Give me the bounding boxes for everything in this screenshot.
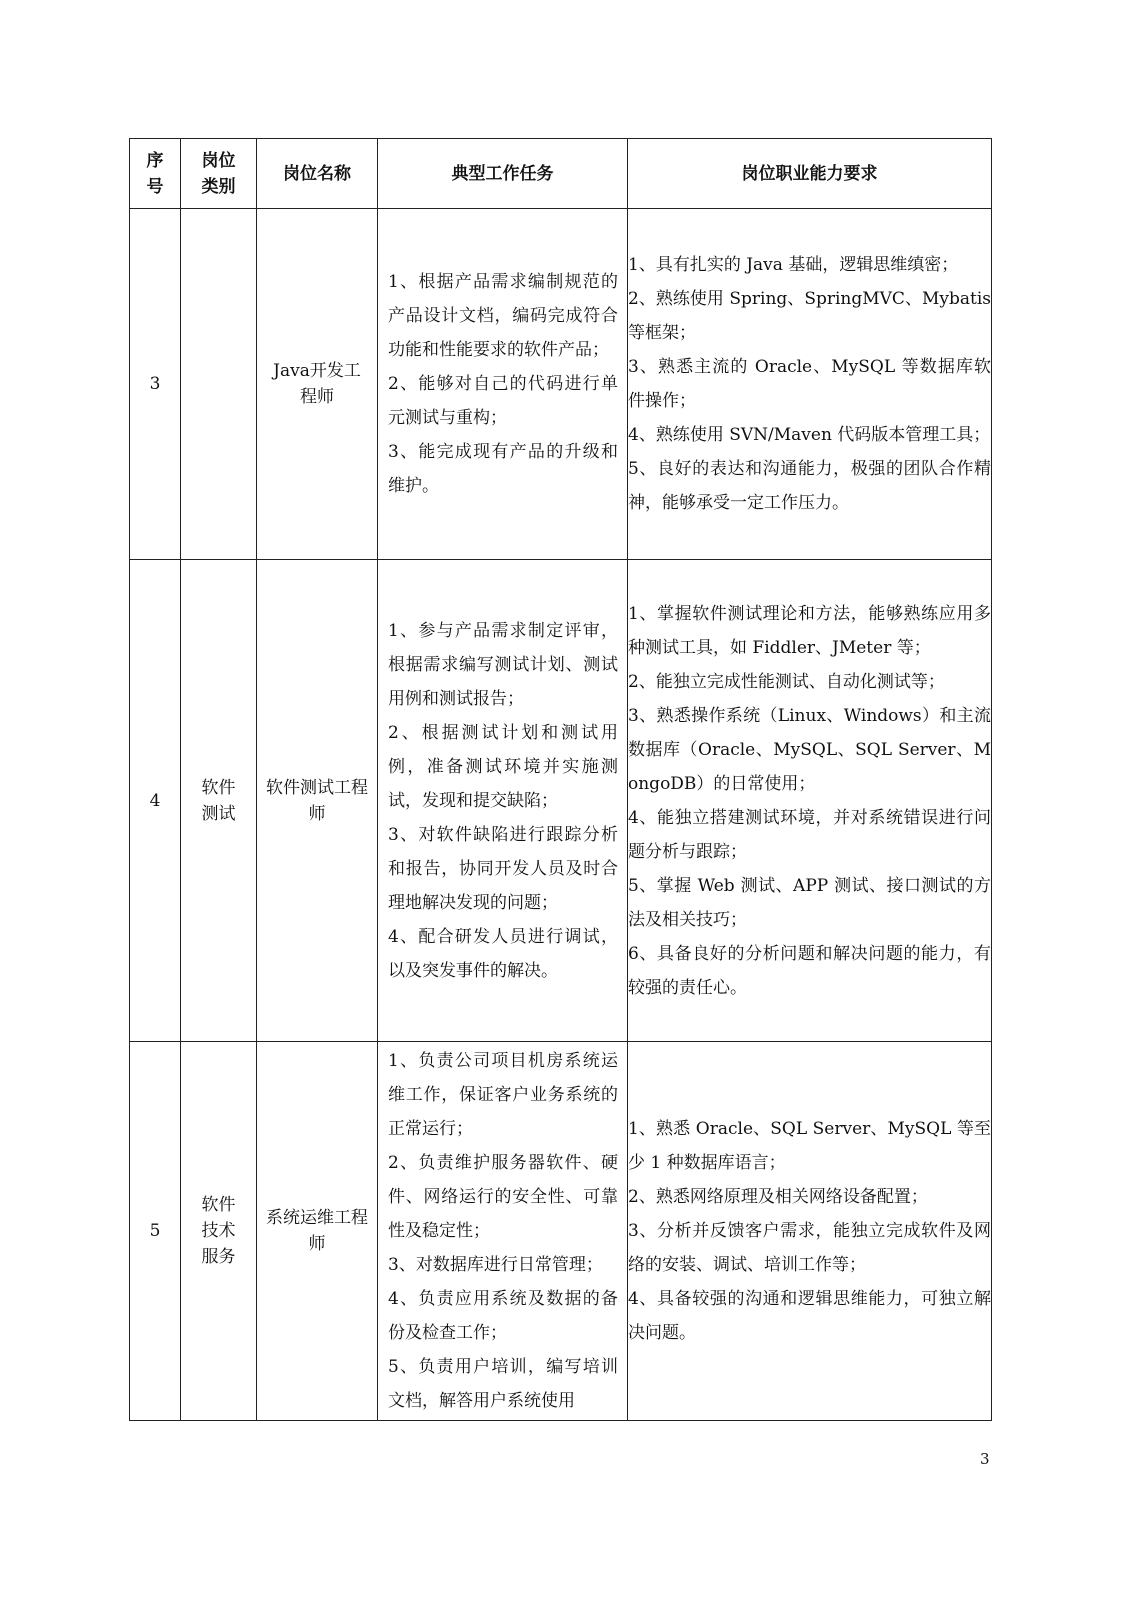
requirement-item: 1、具有扎实的 Java 基础，逻辑思维缜密； <box>628 255 959 275</box>
header-category: 岗位类别 <box>181 139 257 209</box>
task-item: 4、配合研发人员进行调试，以及突发事件的解决。 <box>388 926 618 981</box>
task-item: 3、对软件缺陷进行跟踪分析和报告，协同开发人员及时合理地解决发现的问题； <box>388 824 618 913</box>
requirement-item: 5、掌握 Web 测试、APP 测试、接口测试的方法及相关技巧； <box>628 875 991 930</box>
row-position: 软件测试工程师 <box>257 560 378 1042</box>
task-item: 2、负责维护服务器软件、硬件、网络运行的安全性、可靠性及稳定性； <box>388 1153 618 1241</box>
row-tasks <box>378 560 628 1042</box>
requirement-item: 5、良好的表达和沟通能力，极强的团队合作精神，能够承受一定工作压力。 <box>628 459 991 513</box>
requirement-item: 2、能独立完成性能测试、自动化测试等； <box>628 671 945 692</box>
row-category: 软件技术服务 <box>181 1042 257 1421</box>
requirement-item: 1、熟悉 Oracle、SQL Server、MySQL 等至少 1 种数据库语言； <box>628 1119 991 1173</box>
row-position: Java开发工程师 <box>257 209 378 560</box>
row-position: 系统运维工程师 <box>257 1042 378 1421</box>
header-position: 岗位名称 <box>257 139 378 209</box>
requirement-item: 4、能独立搭建测试环境，并对系统错误进行问题分析与跟踪； <box>628 807 991 862</box>
table-row <box>130 209 992 560</box>
header-requirements: 岗位职业能力要求 <box>628 139 992 209</box>
task-item: 2、根据测试计划和测试用例，准备测试环境并实施测试，发现和提交缺陷； <box>388 722 618 811</box>
row-tasks <box>378 1042 628 1421</box>
row-tasks <box>378 209 628 560</box>
table-row <box>130 1042 992 1421</box>
task-item: 3、能完成现有产品的升级和维护。 <box>388 442 618 496</box>
header-tasks: 典型工作任务 <box>378 139 628 209</box>
requirement-item: 4、具备较强的沟通和逻辑思维能力，可独立解决问题。 <box>628 1289 991 1343</box>
table-row <box>130 560 992 1042</box>
task-item: 1、根据产品需求编制规范的产品设计文档，编码完成符合功能和性能要求的软件产品； <box>388 272 618 360</box>
task-item: 2、能够对自己的代码进行单元测试与重构； <box>388 374 618 428</box>
row-requirements <box>628 209 992 560</box>
requirement-item: 3、分析并反馈客户需求，能独立完成软件及网络的安装、调试、培训工作等； <box>628 1221 991 1275</box>
requirement-item: 3、熟悉操作系统（Linux、Windows）和主流数据库（Oracle、MySQL、SQL Server、MongoDB）的日常使用； <box>628 705 991 794</box>
page-number: 3 <box>980 1450 990 1468</box>
requirement-item: 1、掌握软件测试理论和方法，能够熟练应用多种测试工具，如 Fiddler、JMeter 等； <box>628 603 991 658</box>
requirement-item: 3、熟悉主流的 Oracle、MySQL 等数据库软件操作； <box>628 357 991 411</box>
table-header-row <box>130 139 992 209</box>
task-item: 1、负责公司项目机房系统运维工作，保证客户业务系统的正常运行； <box>388 1051 618 1139</box>
requirement-item: 4、熟练使用 SVN/Maven 代码版本管理工具； <box>628 425 991 445</box>
row-requirements <box>628 560 992 1042</box>
row-number: 5 <box>130 1042 181 1421</box>
requirement-item: 6、具备良好的分析问题和解决问题的能力，有较强的责任心。 <box>628 943 991 998</box>
task-item: 5、负责用户培训，编写培训文档，解答用户系统使用 <box>388 1357 618 1411</box>
row-category <box>181 209 257 560</box>
job-table <box>129 138 992 1421</box>
row-requirements <box>628 1042 992 1421</box>
task-item: 3、对数据库进行日常管理； <box>388 1255 603 1275</box>
task-item: 4、负责应用系统及数据的备份及检查工作； <box>388 1289 618 1343</box>
row-number: 3 <box>130 209 181 560</box>
row-number: 4 <box>130 560 181 1042</box>
requirement-item: 2、熟练使用 Spring、SpringMVC、Mybatis 等框架； <box>628 289 991 343</box>
row-category: 软件测试 <box>181 560 257 1042</box>
header-seq: 序号 <box>130 139 181 209</box>
task-item: 1、参与产品需求制定评审，根据需求编写测试计划、测试用例和测试报告； <box>388 620 618 709</box>
requirement-item: 2、熟悉网络原理及相关网络设备配置； <box>628 1187 928 1207</box>
